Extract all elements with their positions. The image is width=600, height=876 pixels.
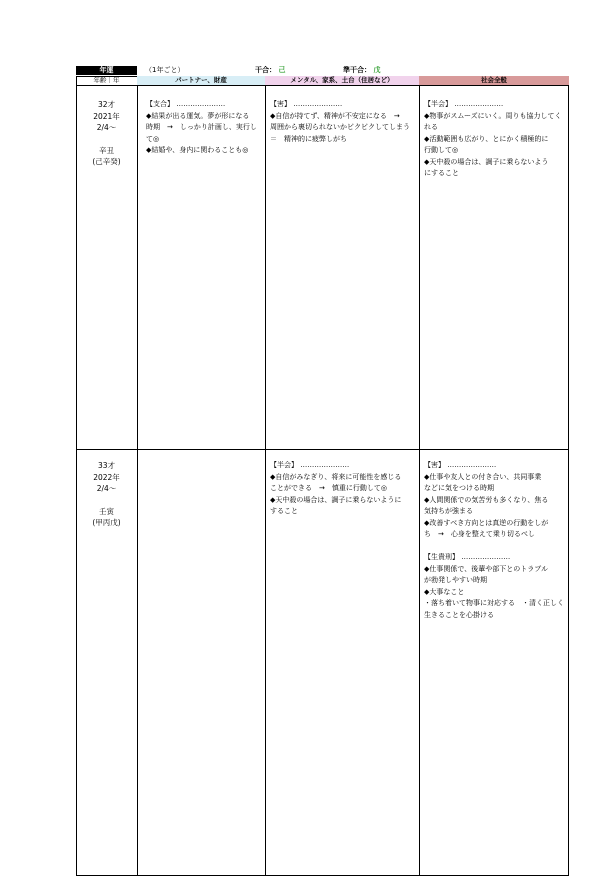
text-line: にすること [424, 169, 459, 177]
start-date: 2/4～ [96, 123, 117, 132]
text-line: ＝ 精神的に疲弊しがち [270, 134, 347, 143]
year-cell-2022 [76, 460, 137, 529]
text-line: ◆仕事や友人との付き合い、共同事業 [424, 472, 542, 481]
kango-value: 己 [278, 66, 286, 74]
zokan-label: (己辛癸) [92, 157, 121, 166]
header-partner: パートナー、財産 [137, 76, 265, 85]
mental-cell-2021 [270, 99, 410, 145]
text-line: ◆大事なこと [424, 587, 465, 596]
text-line: ◆天中殺の場合は、調子に乗らないように [270, 495, 402, 504]
jun-kango-value: 戊 [373, 66, 381, 74]
text-line: などに気をつける時期 [424, 484, 494, 492]
text-line: ◆物事がスムーズにいく。周りも協力してく [424, 111, 562, 120]
kango-field [255, 66, 285, 75]
mental-cell-2022 [270, 460, 401, 518]
text-line: ◆結果が出る運気。夢が形になる [146, 111, 250, 120]
text-line: ◆結婚や、身内に関わることも◎ [146, 146, 249, 154]
jun-kango-label: 準干合： [343, 66, 371, 74]
text-line: が勃発しやすい時期 [424, 576, 487, 584]
jun-kango-field [343, 66, 380, 75]
text-line: 【害】 ………………… [270, 100, 343, 108]
age-label: 32才 [97, 100, 116, 109]
year-label: 2022年 [93, 472, 120, 482]
header-row [76, 76, 569, 85]
text-line: すること [270, 507, 298, 515]
text-line: ことができる → 慎重に行動して◎ [270, 484, 387, 492]
sheet-title: 年運 [76, 66, 137, 75]
header-rule [76, 85, 569, 86]
text-line: ◆改善すべき方向とは真逆の行動をしが [424, 518, 549, 527]
text-line: ◆仕事関係で、後輩や部下とのトラブル [424, 564, 548, 573]
column-divider [137, 76, 138, 876]
title-row [76, 66, 569, 75]
text-line: て◎ [146, 134, 160, 143]
year-cell-2021 [76, 99, 137, 168]
text-line: ◆自信がみなぎり、将来に可能性を感じる [270, 472, 402, 481]
partner-cell-2021 [146, 99, 257, 157]
text-line: 【半会】 ………………… [270, 461, 350, 469]
spacer-line [424, 541, 564, 553]
start-date: 2/4～ [96, 484, 117, 493]
kanshi-label: 辛丑 [99, 145, 114, 155]
header-social: 社会全般 [419, 76, 569, 85]
text-line: 生きることを心掛ける [424, 610, 494, 619]
text-line: 周囲から裏切られないかビクビクしてしまう [270, 123, 410, 131]
text-line: 【支合】 ………………… [146, 100, 226, 108]
header-age-year: 年齢｜年 [93, 76, 120, 84]
header-mental: メンタル、家系、土台（住居など） [265, 76, 419, 85]
social-cell-2021 [424, 99, 562, 180]
text-line: ち → 心身を整えて乗り切るべし [424, 530, 535, 538]
text-line: ◆活動範囲も広がり、とにかく積極的に [424, 134, 549, 143]
title-note: （1年ごと） [145, 66, 185, 74]
text-line: ◆人間関係での気苦労も多くなり、焦る [424, 495, 549, 504]
text-line: 時期 → しっかり計画し、実行し [146, 123, 257, 131]
column-divider [419, 76, 420, 876]
social-cell-2022 [424, 460, 564, 621]
text-line: 気持ちが強まる [424, 507, 473, 515]
text-line: れる [424, 123, 438, 131]
column-divider [265, 76, 266, 876]
kanshi-label: 壬寅 [99, 506, 114, 516]
age-label: 33才 [97, 461, 116, 470]
text-line: 【半会】 ………………… [424, 100, 504, 108]
row-divider [76, 449, 569, 450]
year-fortune-sheet [76, 66, 569, 619]
text-line: ◆自信が持てず、精神が不安定になる → [270, 111, 400, 120]
kango-label: 干合： [255, 66, 276, 74]
text-line: 行動して◎ [424, 146, 459, 154]
zokan-label: (甲丙戊) [92, 518, 121, 527]
text-line: ・落ち着いて物事に対応する ・清く正しく [424, 599, 564, 607]
year-label: 2021年 [93, 111, 120, 121]
text-line: 【害】 ………………… [424, 461, 497, 469]
text-line: ◆天中殺の場合は、調子に乗らないよう [424, 157, 549, 166]
text-line: 【生貴刑】 ………………… [424, 553, 511, 561]
